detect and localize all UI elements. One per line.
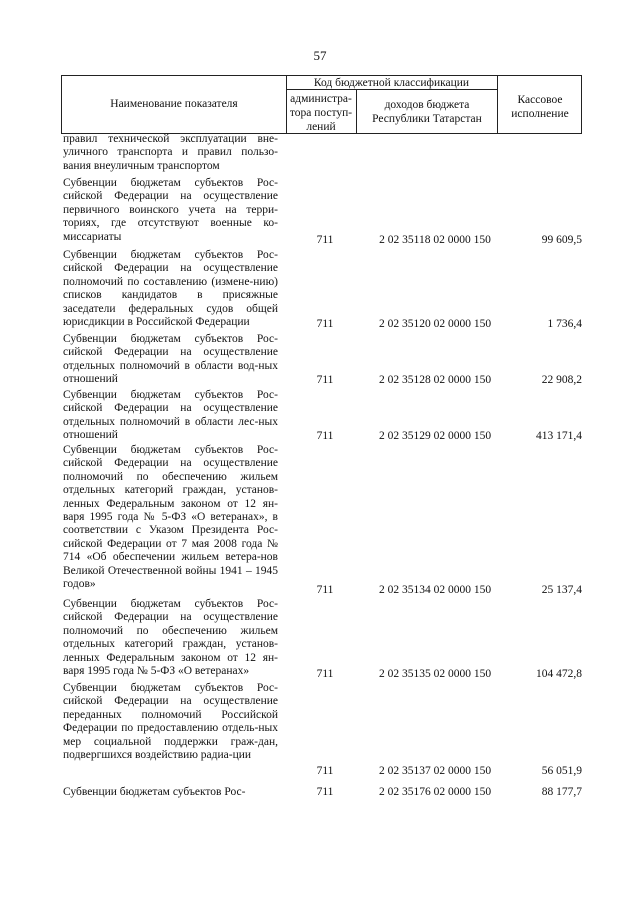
header-name: Наименование показателя (110, 98, 238, 110)
header-divider (497, 76, 498, 133)
row-amount: 104 472,8 (536, 668, 582, 680)
row-name: Субвенции бюджетам субъектов Рос- (63, 786, 246, 798)
header-divider (356, 90, 357, 133)
row-amount: 22 908,2 (541, 374, 582, 386)
row-admin: 711 (316, 786, 334, 798)
row-code: 2 02 35134 02 0000 150 (378, 584, 492, 596)
row-amount: 1 736,4 (547, 318, 582, 330)
row-admin: 711 (316, 765, 334, 777)
row-code: 2 02 35137 02 0000 150 (378, 765, 492, 777)
header-budget-code: Код бюджетной классификации (313, 77, 470, 89)
row-admin: 711 (316, 234, 334, 246)
page-number: 57 (313, 48, 327, 63)
row-amount: 56 051,9 (541, 765, 582, 777)
row-name: Субвенции бюджетам субъектов Рос-сийской Федерации на осуществление первичного воинского учета на терри-ториях, где отсутствуют военные ко-миссариаты (63, 177, 278, 243)
row-code: 2 02 35135 02 0000 150 (378, 668, 492, 680)
row-code: 2 02 35128 02 0000 150 (378, 374, 492, 386)
row-admin: 711 (316, 584, 334, 596)
row-amount: 88 177,7 (541, 786, 582, 798)
header-income: доходов бюджета Республики Татарстан (372, 99, 482, 125)
row-admin: 711 (316, 374, 334, 386)
header-cash: Кассовое исполнение (511, 94, 569, 120)
row-amount: 99 609,5 (541, 234, 582, 246)
row-name: Субвенции бюджетам субъектов Рос-сийской Федерации на осуществление отдельных полномочий в области вод-ных отношений (63, 333, 278, 386)
row-amount: 413 171,4 (536, 430, 582, 442)
row-admin: 711 (316, 430, 334, 442)
table-header (61, 75, 582, 134)
row-name: Субвенции бюджетам субъектов Рос-сийской Федерации на осуществление полномочий по обеспечению жильем отдельных категорий граждан, установ-ленных Федеральным законом от 12 ян-варя 1995 года № 5-ФЗ «О ветеранах», в соответствии с Указом Президента Рос-сийской Федерации от 7 мая 2008 года № 714 «Об обеспечении жильем ветера-нов Великой Отечественной войны 1941 – 1945 годов» (63, 444, 278, 591)
row-code: 2 02 35176 02 0000 150 (378, 786, 492, 798)
row-code: 2 02 35120 02 0000 150 (378, 318, 492, 330)
row-name: Субвенции бюджетам субъектов Рос-сийской Федерации на осуществление отдельных полномочий в области лес-ных отношений (63, 389, 278, 442)
row-name: правил технической эксплуатации вне-уличного транспорта и правил пользо-вания внеуличным транспортом (63, 133, 278, 172)
row-code: 2 02 35118 02 0000 150 (379, 234, 491, 246)
row-admin: 711 (316, 318, 334, 330)
row-admin: 711 (316, 668, 334, 680)
row-name: Субвенции бюджетам субъектов Рос-сийской Федерации на осуществление переданных полномочий Российской Федерации по предоставлению отдель-ных мер социальной поддержки граж-дан, подвергшихся воздействию радиа-ции (63, 682, 278, 762)
row-code: 2 02 35129 02 0000 150 (378, 430, 492, 442)
header-admin: администра-тора поступ-лений (289, 93, 353, 133)
row-amount: 25 137,4 (541, 584, 582, 596)
row-name: Субвенции бюджетам субъектов Рос-сийской Федерации на осуществление полномочий по обеспечению жильем отдельных категорий граждан, установ-ленных Федеральным законом от 12 ян-варя 1995 года № 5-ФЗ «О ветеранах» (63, 598, 278, 678)
row-name: Субвенции бюджетам субъектов Рос-сийской Федерации на осуществление полномочий по составлению (измене-нию) списков кандидатов в присяжные заседатели федеральных судов общей юрисдикции в Российской Федерации (63, 249, 278, 329)
